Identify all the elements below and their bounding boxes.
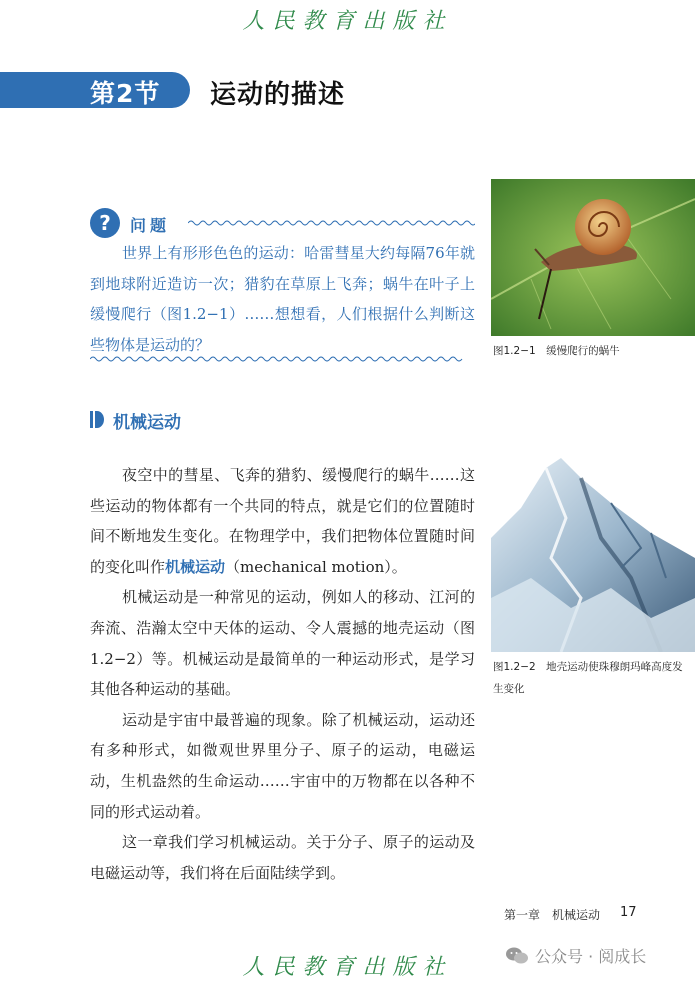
body-text xyxy=(90,460,475,888)
section-marker-icon xyxy=(90,411,104,428)
question-mark-icon: ? xyxy=(90,208,120,238)
publisher-logo-bottom: 人民教育出版社 xyxy=(242,955,453,980)
question-text: 世界上有形形色色的运动：哈雷彗星大约每隔76年就到地球附近造访一次；猎豹在草原上飞奔；蜗牛在叶子上缓慢爬行（图1.2−1）……想想看，人们根据什么判断这些物体是运动的？ xyxy=(90,244,475,354)
section-title: 运动的描述 xyxy=(210,80,346,110)
subheading-label: 机械运动 xyxy=(113,413,181,433)
paragraph-2: 机械运动是一种常见的运动，例如人的移动、江河的奔流、浩瀚太空中天体的运动、令人震撼的地壳运动（图1.2−2）等。机械运动是最简单的一种运动形式，是学习其他各种运动的基础。 xyxy=(90,588,475,699)
footer-chapter: 第一章 机械运动 xyxy=(504,908,601,922)
wavy-divider-bottom xyxy=(90,354,475,364)
snail-image xyxy=(491,179,695,336)
figure-caption-2: 图1.2−2 地壳运动使珠穆朗玛峰高度发生变化 xyxy=(493,661,683,695)
mountain-image xyxy=(491,448,695,652)
paragraph-4: 这一章我们学习机械运动。关于分子、原子的运动及电磁运动等，我们将在后面陆续学到。 xyxy=(90,833,475,882)
paragraph-3: 运动是宇宙中最普遍的现象。除了机械运动，运动还有多种形式，如微观世界里分子、原子的运动，电磁运动，生机盎然的生命运动……宇宙中的万物都在以各种不同的形式运动着。 xyxy=(90,710,475,821)
paragraph-1: 夜空中的彗星、飞奔的猎豹、缓慢爬行的蜗牛……这些运动的物体都有一个共同的特点，就是它们的位置随时间不断地发生变化。在物理学中，我们把物体位置随时间的变化叫作机械运动（mechanical motion）。 xyxy=(90,466,475,576)
watermark-text: 公众号 · 阅成长 xyxy=(535,947,647,966)
section-number: 第2节 xyxy=(90,79,161,108)
question-label: 问题 xyxy=(130,216,171,235)
wavy-divider xyxy=(188,218,475,228)
publisher-logo-top: 人民教育出版社 xyxy=(242,9,453,34)
term-highlight: 机械运动 xyxy=(165,557,226,576)
figure-caption-1: 图1.2−1 缓慢爬行的蜗牛 xyxy=(493,345,620,357)
page-number: 17 xyxy=(620,905,637,920)
